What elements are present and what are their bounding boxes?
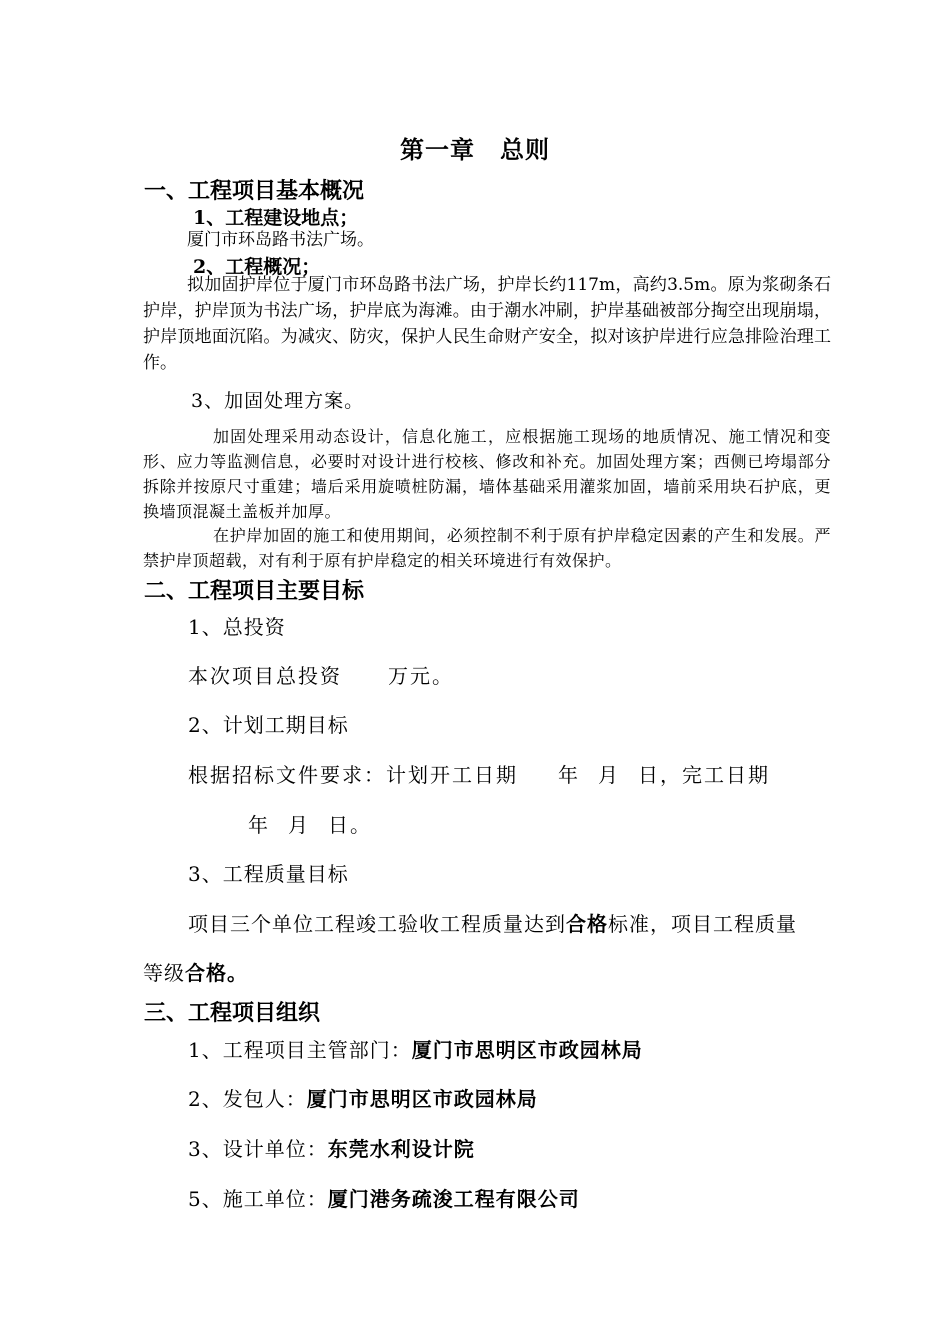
quality-grade: 合格。 (185, 961, 248, 985)
section-2-1-text (188, 660, 454, 689)
org-item (188, 1183, 580, 1212)
section-1-3-paragraph-2: 在护岸加固的施工和使用期间，必须控制不利于原有护岸稳定因素的产生和发展。严禁护岸顶超载，对有利于原有护岸稳定的相关环境进行有效保护。 (143, 526, 831, 570)
section-2-title: 二、工程项目主要目标 (144, 578, 365, 604)
schedule-start-month: 月 (598, 763, 620, 787)
schedule-start-label: 根据招标文件要求：计划开工日期 (188, 763, 518, 787)
quality-text-b: 标准，项目工程质量 (608, 912, 797, 936)
schedule-line-1 (188, 759, 770, 788)
org-item-value: 东莞水利设计院 (327, 1137, 475, 1161)
schedule-line-2 (248, 809, 372, 838)
investment-text: 本次项目总投资 (188, 664, 342, 688)
schedule-end-month: 月 (288, 813, 310, 837)
quality-line-1 (188, 908, 797, 937)
org-item-label: 5、施工单位： (188, 1187, 328, 1211)
section-1-2-title: 2、工程概况； (193, 256, 321, 278)
section-2-2-title: 2、计划工期目标 (188, 713, 349, 737)
quality-text-a: 项目三个单位工程竣工验收工程质量达到 (188, 912, 566, 936)
section-1-1-text: 厦门市环岛路书法广场。 (187, 230, 374, 250)
org-item-value: 厦门港务疏浚工程有限公司 (327, 1187, 580, 1211)
investment-unit: 万元。 (388, 664, 454, 688)
org-item (188, 1133, 475, 1162)
quality-level: 合格 (566, 912, 608, 936)
chapter-title: 第一章 总则 (400, 135, 550, 164)
schedule-end-label: 日，完工日期 (638, 763, 770, 787)
org-item-value: 厦门市思明区市政园林局 (306, 1087, 538, 1111)
org-item (188, 1083, 538, 1112)
quality-line-2 (143, 957, 248, 986)
section-1-1-title: 1、工程建设地点； (193, 207, 359, 229)
org-item-label: 1、工程项目主管部门： (188, 1038, 412, 1062)
section-1-title: 一、工程项目基本概况 (144, 178, 365, 204)
section-3-title: 三、工程项目组织 (144, 1000, 321, 1026)
schedule-end-year: 年 (248, 813, 270, 837)
section-1-2-text: 拟加固护岸位于厦门市环岛路书法广场，护岸长约117m，高约3.5m。原为浆砌条石护岸，护岸顶为书法广场，护岸底为海滩。由于潮水冲刷，护岸基础被部分掏空出现崩塌，护岸顶地面沉陷。为减灾、防灾，保护人民生命财产安全，拟对该护岸进行应急排险治理工作。 (143, 275, 831, 373)
schedule-end-day: 日。 (328, 813, 372, 837)
section-1-3-paragraph-1: 加固处理采用动态设计，信息化施工，应根据施工现场的地质情况、施工情况和变形、应力等监测信息，必要时对设计进行校核、修改和补充。加固处理方案；西侧已垮塌部分拆除并按原尺寸重建；墙后采用旋喷桩防漏，墙体基础采用灌浆加固，墙前采用块石护底，更换墙顶混凝土盖板并加厚。 (143, 427, 831, 521)
schedule-start-year: 年 (558, 763, 580, 787)
org-item-value: 厦门市思明区市政园林局 (411, 1038, 643, 1062)
section-1-3-title: 3、加固处理方案。 (191, 390, 365, 412)
org-item-label: 3、设计单位： (188, 1137, 328, 1161)
org-item (188, 1034, 643, 1063)
section-2-1-title: 1、总投资 (188, 615, 286, 639)
quality-grade-label: 等级 (143, 961, 185, 985)
section-2-3-title: 3、工程质量目标 (188, 862, 349, 886)
org-item-label: 2、发包人： (188, 1087, 307, 1111)
